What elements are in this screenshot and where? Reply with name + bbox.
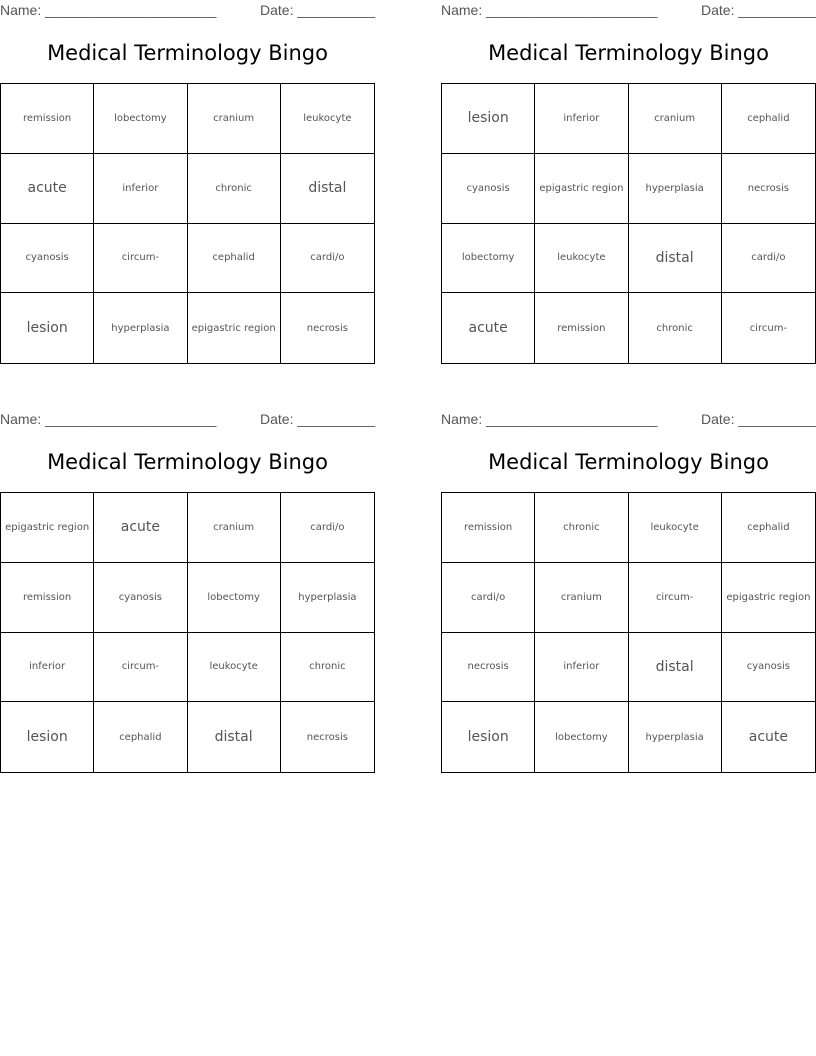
bingo-cell: necrosis <box>306 731 348 743</box>
bingo-cell: circum- <box>94 633 187 703</box>
bingo-cell: cyanosis <box>442 154 535 224</box>
bingo-grid <box>0 83 375 364</box>
bingo-cell: cranium <box>188 493 281 563</box>
bingo-cell: chronic <box>281 633 374 703</box>
bingo-cell: lesion <box>1 702 94 772</box>
bingo-grid <box>0 492 375 773</box>
bingo-cell: circum- <box>749 322 788 334</box>
bingo-cell: distal <box>629 224 722 294</box>
bingo-cell: acute <box>94 493 187 563</box>
bingo-card-4 <box>441 409 816 773</box>
bingo-cell: lobectomy <box>188 563 281 633</box>
card-title: Medical Terminology Bingo <box>488 450 769 474</box>
bingo-cell: lobectomy <box>94 84 187 154</box>
name-label: Name: ______________________ <box>441 411 658 427</box>
card-title: Medical Terminology Bingo <box>47 450 328 474</box>
bingo-card-2 <box>441 0 816 364</box>
name-label: Name: ______________________ <box>0 411 217 427</box>
bingo-cell: hyperplasia <box>629 702 722 772</box>
bingo-cell: lesion <box>442 702 535 772</box>
bingo-cell: chronic <box>535 493 628 563</box>
bingo-cell: inferior <box>94 154 187 224</box>
bingo-cell: hyperplasia <box>94 293 187 363</box>
bingo-cell: circum- <box>94 224 187 294</box>
bingo-cell: distal <box>629 633 722 703</box>
bingo-cell: cephalid <box>722 493 815 563</box>
name-label: Name: ______________________ <box>0 2 217 18</box>
date-label: Date: __________ <box>260 2 376 18</box>
bingo-cell: acute <box>442 293 535 363</box>
bingo-cell: cyanosis <box>1 224 94 294</box>
bingo-cell: hyperplasia <box>281 563 374 633</box>
bingo-cell: chronic <box>188 154 281 224</box>
bingo-cell: distal <box>281 154 374 224</box>
bingo-cell: necrosis <box>306 322 348 334</box>
bingo-cell: cranium <box>629 84 722 154</box>
name-date-row <box>441 2 816 20</box>
bingo-cell: necrosis <box>442 633 535 703</box>
bingo-cell: remission <box>1 563 94 633</box>
bingo-cell: inferior <box>535 633 628 703</box>
bingo-cell: inferior <box>1 633 94 703</box>
bingo-grid <box>441 492 816 773</box>
bingo-cell: lesion <box>442 84 535 154</box>
bingo-grid <box>441 83 816 364</box>
bingo-cell: cardi/o <box>281 224 374 294</box>
card-title: Medical Terminology Bingo <box>488 41 769 65</box>
name-date-row <box>0 2 375 20</box>
bingo-cell: epigastric region <box>1 493 94 563</box>
bingo-cell: cranium <box>188 84 281 154</box>
bingo-cell: cephalid <box>722 84 815 154</box>
bingo-cell: hyperplasia <box>629 154 722 224</box>
date-label: Date: __________ <box>701 411 816 427</box>
bingo-cell: cranium <box>535 563 628 633</box>
bingo-cell: epigastric region <box>722 563 815 633</box>
bingo-cell: cephalid <box>94 702 187 772</box>
bingo-cell: chronic <box>629 293 722 363</box>
bingo-cell: cyanosis <box>722 633 815 703</box>
bingo-cell: epigastric region <box>188 293 281 363</box>
bingo-card-3 <box>0 409 375 773</box>
bingo-cell: cardi/o <box>722 224 815 294</box>
bingo-cell: cyanosis <box>94 563 187 633</box>
bingo-cell: leukocyte <box>629 493 722 563</box>
card-title: Medical Terminology Bingo <box>47 41 328 65</box>
name-label: Name: ______________________ <box>441 2 658 18</box>
bingo-cell: leukocyte <box>535 224 628 294</box>
bingo-cell: remission <box>1 84 94 154</box>
bingo-cell: lobectomy <box>535 702 628 772</box>
bingo-cell: leukocyte <box>188 633 281 703</box>
name-date-row <box>441 411 816 429</box>
bingo-cell: acute <box>748 729 788 746</box>
bingo-cell: circum- <box>629 563 722 633</box>
bingo-cell: lesion <box>1 293 94 363</box>
bingo-cell: cardi/o <box>281 493 374 563</box>
bingo-cell: inferior <box>535 84 628 154</box>
bingo-cell: cardi/o <box>442 563 535 633</box>
bingo-cell: remission <box>442 493 535 563</box>
bingo-cell: lobectomy <box>442 224 535 294</box>
bingo-cell: acute <box>1 154 94 224</box>
bingo-cell: remission <box>535 293 628 363</box>
date-label: Date: __________ <box>701 2 816 18</box>
bingo-cell: epigastric region <box>535 154 628 224</box>
bingo-cell: distal <box>188 702 281 772</box>
bingo-cell: necrosis <box>722 154 815 224</box>
name-date-row <box>0 411 375 429</box>
bingo-card-1 <box>0 0 375 364</box>
bingo-cell: cephalid <box>188 224 281 294</box>
bingo-cell: leukocyte <box>281 84 374 154</box>
date-label: Date: __________ <box>260 411 376 427</box>
